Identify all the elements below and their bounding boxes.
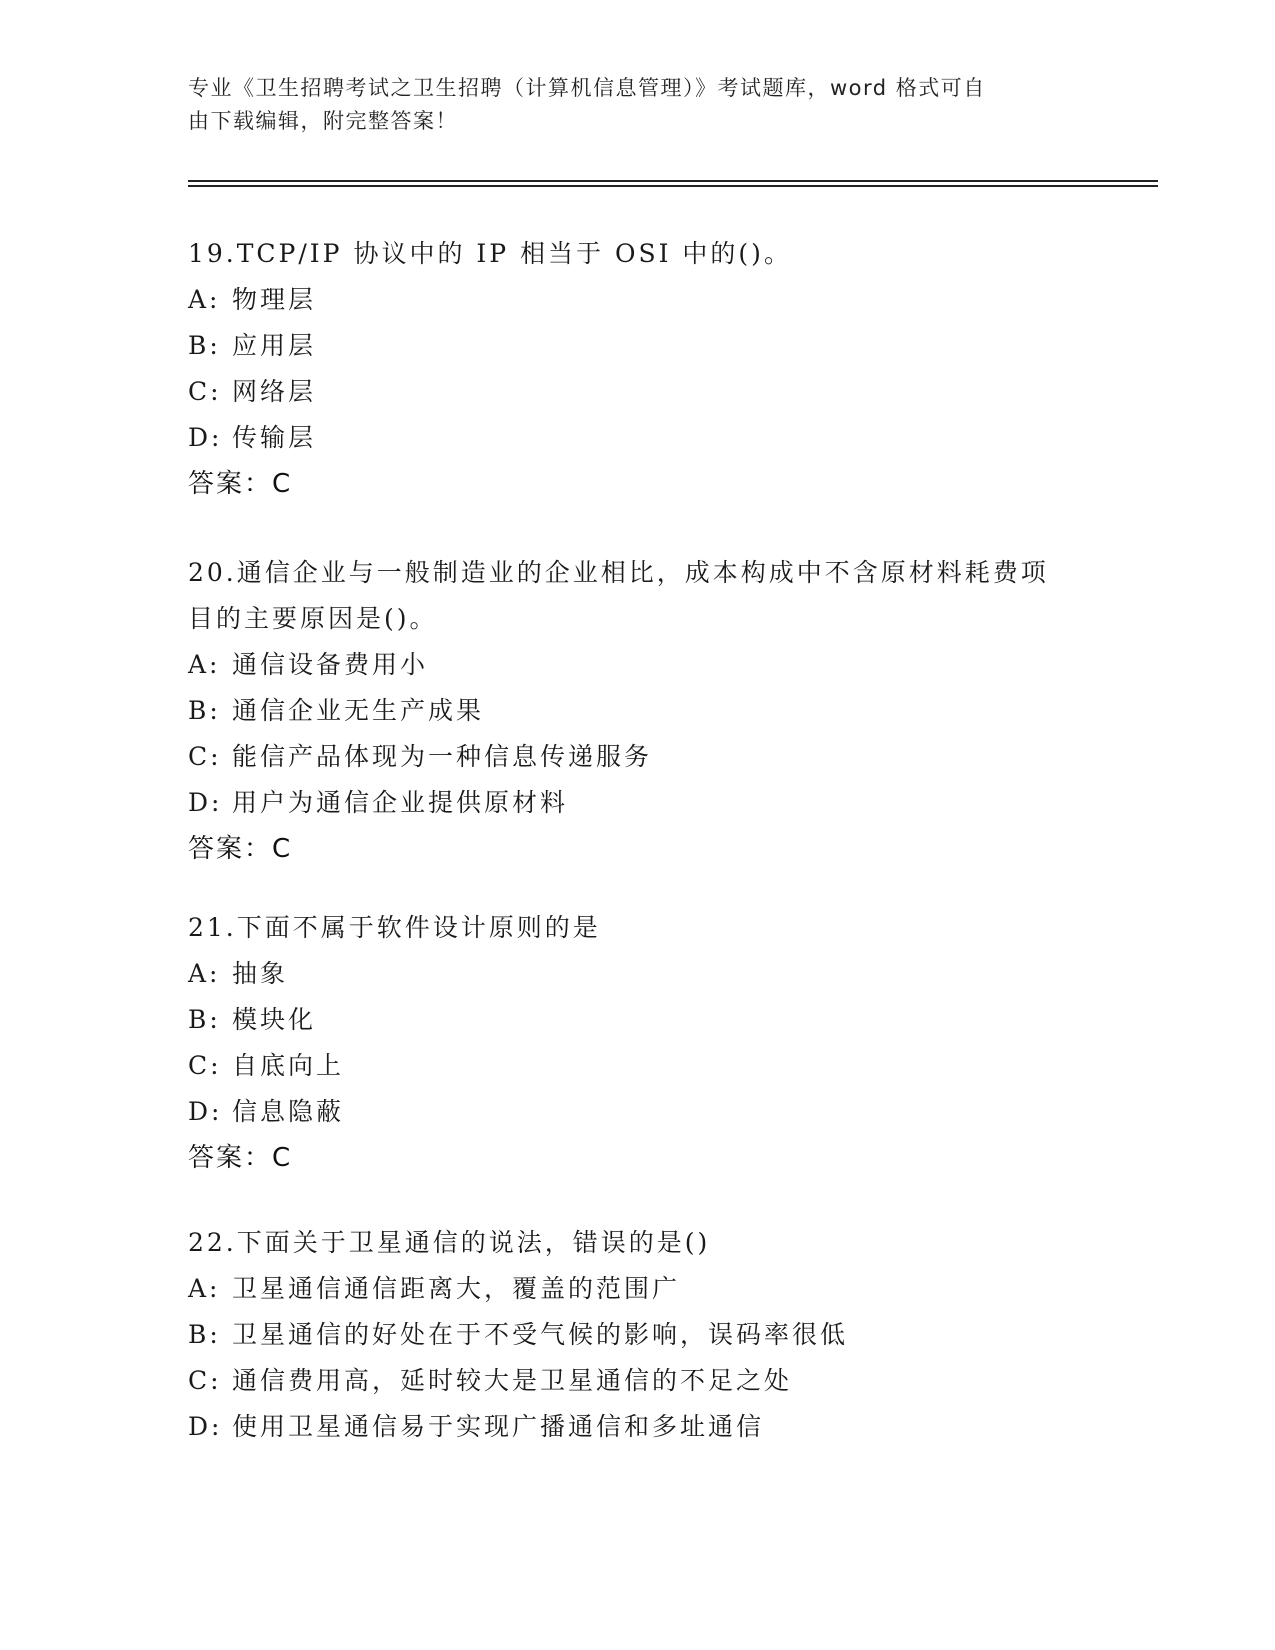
header-line-2: 由下载编辑，附完整答案！	[188, 109, 458, 133]
option-text: 信息隐蔽	[232, 1097, 345, 1126]
option-text: 卫星通信的好处在于不受气候的影响，误码率很低	[232, 1320, 849, 1349]
option-letter: A:	[188, 285, 221, 314]
option-text: 模块化	[232, 1005, 317, 1034]
option-letter: C:	[188, 742, 222, 771]
option-letter: A:	[188, 650, 221, 679]
option-text: 通信企业无生产成果	[232, 696, 485, 725]
option-d	[188, 1404, 1088, 1450]
option-letter: B:	[188, 331, 221, 360]
option-text: 物理层	[232, 285, 317, 314]
option-letter: D:	[188, 788, 223, 817]
question-title: 22.下面关于卫星通信的说法，错误的是()	[188, 1228, 711, 1257]
option-text: 自底向上	[232, 1051, 345, 1080]
option-a	[188, 951, 1088, 997]
option-d	[188, 780, 1088, 826]
answer-line: 答案：C	[188, 1143, 293, 1173]
option-b	[188, 323, 1088, 369]
option-text: 传输层	[232, 423, 317, 452]
option-text: 网络层	[232, 377, 317, 406]
question-22	[188, 1220, 1088, 1450]
header-rule-bottom	[188, 185, 1158, 187]
question-title-line-2: 目的主要原因是()。	[188, 604, 438, 633]
option-text: 应用层	[232, 331, 317, 360]
option-text: 卫星通信通信距离大，覆盖的范围广	[232, 1274, 681, 1303]
option-a	[188, 277, 1088, 323]
option-text: 通信设备费用小	[232, 650, 429, 679]
question-title: 21.下面不属于软件设计原则的是	[188, 913, 601, 942]
option-letter: B:	[188, 696, 221, 725]
option-letter: B:	[188, 1320, 221, 1349]
header-rule-top	[188, 180, 1158, 182]
option-text: 能信产品体现为一种信息传递服务	[232, 742, 653, 771]
option-letter: D:	[188, 1097, 223, 1126]
option-letter: C:	[188, 1051, 222, 1080]
option-letter: C:	[188, 1366, 222, 1395]
option-letter: D:	[188, 423, 223, 452]
answer-line: 答案：C	[188, 469, 293, 499]
answer-line: 答案：C	[188, 834, 293, 864]
option-letter: A:	[188, 1274, 221, 1303]
option-b	[188, 997, 1088, 1043]
option-d	[188, 415, 1088, 461]
question-21	[188, 905, 1088, 1181]
option-c	[188, 734, 1088, 780]
option-a	[188, 642, 1088, 688]
option-c	[188, 1043, 1088, 1089]
option-c	[188, 1358, 1088, 1404]
option-text: 抽象	[232, 959, 289, 988]
option-b	[188, 688, 1088, 734]
option-text: 通信费用高，延时较大是卫星通信的不足之处	[232, 1366, 793, 1395]
option-letter: B:	[188, 1005, 221, 1034]
question-20	[188, 550, 1088, 872]
option-letter: A:	[188, 959, 221, 988]
header-line-1: 专业《卫生招聘考试之卫生招聘（计算机信息管理）》考试题库，word 格式可自	[188, 76, 986, 100]
option-b	[188, 1312, 1088, 1358]
option-text: 用户为通信企业提供原材料	[232, 788, 569, 817]
option-letter: C:	[188, 377, 222, 406]
option-letter: D:	[188, 1412, 223, 1441]
question-title-line-1: 20.通信企业与一般制造业的企业相比，成本构成中不含原材料耗费项	[188, 558, 1049, 587]
option-c	[188, 369, 1088, 415]
option-d	[188, 1089, 1088, 1135]
question-title: 19.TCP/IP 协议中的 IP 相当于 OSI 中的()。	[188, 239, 792, 268]
option-a	[188, 1266, 1088, 1312]
option-text: 使用卫星通信易于实现广播通信和多址通信	[232, 1412, 765, 1441]
document-header	[188, 72, 1088, 138]
question-19	[188, 231, 1088, 507]
